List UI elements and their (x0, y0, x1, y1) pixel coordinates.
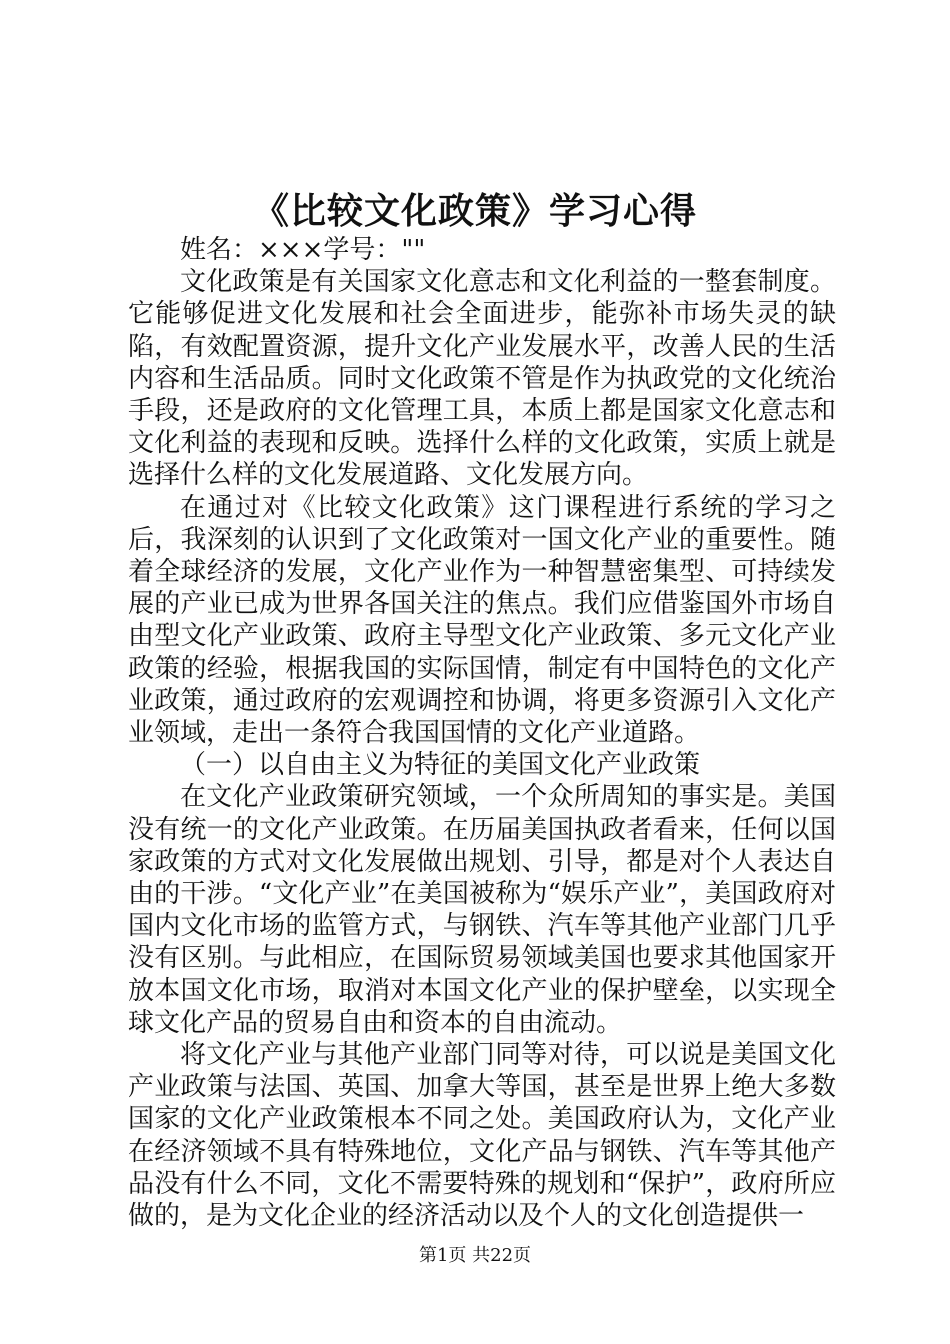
paragraph-us-policy: 在文化产业政策研究领域，一个众所周知的事实是。美国没有统一的文化产业政策。在历届美国执政者看来，任何以国家政策的方式对文化发展做出规划、引导，都是对个人表达自由的干涉。“文化产业”在美国被称为“娱乐产业”，美国政府对国内文化市场的监管方式，与钢铁、汽车等其他产业部门几乎没有区别。与此相应，在国际贸易领域美国也要求其他国家开放本国文化市场，取消对本国文化产业的保护壁垒，以实现全球文化产品的贸易自由和资本的自由流动。 (128, 782, 836, 1038)
paragraph-us-comparison: 将文化产业与其他产业部门同等对待，可以说是美国文化产业政策与法国、英国、加拿大等国，甚至是世界上绝大多数国家的文化产业政策根本不同之处。美国政府认为，文化产业在经济领域不具有特殊地位，文化产品与钢铁、汽车等其他产品没有什么不同，文化不需要特殊的规划和“保护”，政府所应做的，是为文化企业的经济活动以及个人的文化创造提供一 (128, 1040, 836, 1232)
paragraph-intro: 文化政策是有关国家文化意志和文化利益的一整套制度。它能够促进文化发展和社会全面进步，能弥补市场失灵的缺陷，有效配置资源，提升文化产业发展水平，改善人民的生活内容和生活品质。同时文化政策不管是作为执政党的文化统治手段，还是政府的文化管理工具，本质上都是国家文化意志和文化利益的表现和反映。选择什么样的文化政策，实质上就是选择什么样的文化发展道路、文化发展方向。 (128, 267, 836, 491)
page-title: 《比较文化政策》学习心得 (252, 190, 697, 232)
paragraph-course-reflection: 在通过对《比较文化政策》这门课程进行系统的学习之后，我深刻的认识到了文化政策对一国文化产业的重要性。随着全球经济的发展，文化产业作为一种智慧密集型、可持续发展的产业已成为世界各国关注的焦点。我们应借鉴国外市场自由型文化产业政策、政府主导型文化产业政策、多元文化产业政策的经验，根据我国的实际国情，制定有中国特色的文化产业政策，通过政府的宏观调控和协调，将更多资源引入文化产业领域，走出一条符合我国国情的文化产业道路。 (128, 492, 836, 749)
page-number-footer: 第1页 共22页 (418, 1245, 532, 1266)
document-body (128, 234, 836, 1232)
section-heading-us-policy: （一）以自由主义为特征的美国文化产业政策 (180, 750, 701, 781)
author-line: 姓名：×××学号："" (180, 235, 426, 265)
